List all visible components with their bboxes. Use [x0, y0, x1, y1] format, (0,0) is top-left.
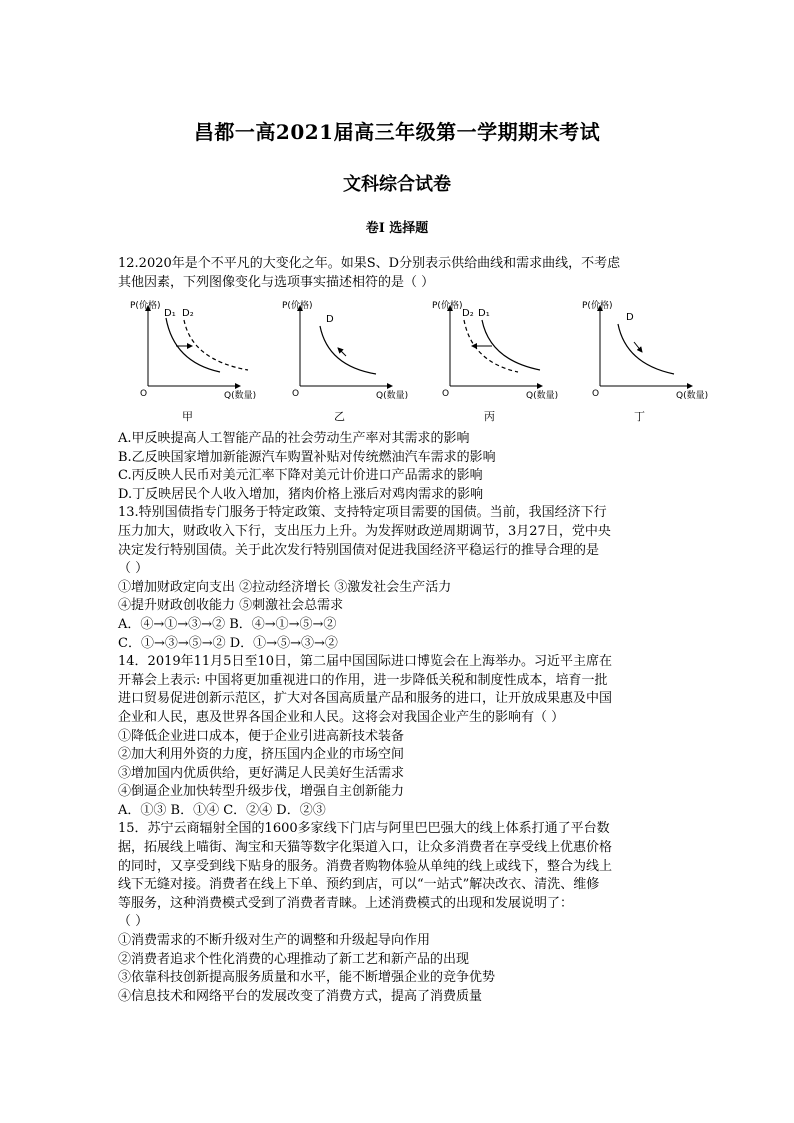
text-line: （ ）	[118, 561, 149, 577]
origin-label: O	[292, 389, 300, 399]
curve-d2	[184, 320, 248, 370]
move-arrow	[338, 348, 346, 356]
text-line: ①降低企业进口成本，便于企业引进高新技术装备	[118, 728, 405, 744]
text-line: 14．2019年11月5日至10日，第二届中国国际进口博览会在上海举办。习近平主席在	[118, 654, 612, 670]
text-line: ④信息技术和网络平台的发展改变了消费方式，提高了消费质量	[118, 988, 483, 1004]
curve-label-d2: D₂	[462, 308, 474, 319]
text-line: 线下无缝对接。消费者在线上下单、预约到店，可以“一站式”解决改衣、清洗、维修	[118, 877, 600, 893]
text-line: ③依靠科技创新提高服务质量和水平，能不断增强企业的竞争优势	[118, 970, 496, 986]
option-b: B.乙反映国家增加新能源汽车购置补贴对传统燃油汽车需求的影响	[118, 449, 496, 465]
curve-d	[320, 326, 376, 374]
chart-caption: 丁	[634, 410, 645, 423]
origin-label: O	[592, 389, 600, 399]
text-line: C．①→③→⑤→② D．①→⑤→③→②	[118, 635, 338, 651]
move-arrow	[634, 342, 642, 352]
chart-caption: 甲	[182, 410, 193, 423]
text-line: A．④→①→③→② B．④→①→⑤→②	[118, 616, 337, 632]
option-d: D.丁反映居民个人收入增加，猪肉价格上涨后对鸡肉需求的影响	[118, 486, 484, 502]
exam-title: 昌都一高2021届高三年级第一学期期末考试	[193, 120, 601, 144]
text-line: 进口贸易促进创新示范区，扩大对各国高质量产品和服务的进口，让开放成果惠及中国	[118, 691, 613, 707]
text-line: 压力加大，财政收入下行，支出压力上升。为发挥财政逆周期调节，3月27日，党中央	[118, 523, 611, 539]
chart-jia	[120, 298, 257, 424]
curve-label-d1: D₁	[478, 308, 490, 319]
text-line: ③增加国内优质供给，更好满足人民美好生活需求	[118, 765, 405, 781]
text-line: （ ）	[118, 914, 149, 930]
x-axis-label: Q(数量)	[224, 391, 257, 401]
text-line: ④倒逼企业加快转型升级步伐，增强自主创新能力	[118, 784, 405, 800]
x-axis-label: Q(数量)	[676, 391, 709, 401]
curve-label-d1: D₁	[164, 308, 176, 319]
question-body	[118, 430, 678, 1006]
origin-label: O	[442, 389, 450, 399]
text-line: 企业和人民，惠及世界各国企业和人民。这将会对我国企业产生的影响有（ ）	[118, 709, 565, 725]
option-a: A.甲反映提高人工智能产品的社会劳动生产率对其需求的影响	[118, 431, 470, 446]
demand-curve-charts	[120, 298, 709, 428]
chart-caption: 乙	[334, 410, 345, 423]
curve-label-d: D	[326, 314, 334, 325]
text-line: A．①③ B．①④ C．②④ D．②③	[118, 802, 326, 818]
text-line: 开幕会上表示: 中国将更加重视进口的作用，进一步降低关税和制度性成本，培育一批	[118, 672, 608, 688]
x-axis-label: Q(数量)	[526, 391, 559, 401]
text-line: ②消费者追求个性化消费的心理推动了新工艺和新产品的出现	[118, 951, 470, 967]
text-line: ①消费需求的不断升级对生产的调整和升级起导向作用	[118, 933, 431, 949]
question-12-stem	[118, 255, 678, 292]
x-axis-label: Q(数量)	[376, 391, 409, 401]
chart-yi	[272, 298, 409, 424]
text-line: 12.2020年是个不平凡的大变化之年。如果S、D分别表示供给曲线和需求曲线，不考虑	[118, 256, 621, 271]
curve-d1	[482, 320, 540, 370]
curve-label-d2: D₂	[182, 308, 194, 319]
curve-d	[618, 324, 674, 374]
y-axis-label: P(价格)	[432, 301, 463, 311]
text-line: ②加大利用外资的力度，挤压国内企业的市场空间	[118, 747, 405, 763]
exam-subtitle: 文科综合试卷	[343, 174, 451, 195]
text-line: 的同时，又享受到线下贴身的服务。消费者购物体验从单纯的线上或线下，整合为线上	[118, 858, 613, 874]
text-line: 13.特别国债指专门服务于特定政策、支持特定项目需要的国债。当前，我国经济下行	[118, 505, 607, 521]
section-heading: 卷I 选择题	[365, 221, 429, 236]
curve-label-d: D	[626, 312, 634, 323]
curve-d1	[166, 318, 220, 372]
text-line: 15．苏宁云商辐射全国的1600多家线下门店与阿里巴巴强大的线上体系打通了平台数	[118, 821, 610, 837]
text-line: ①增加财政定向支出 ②拉动经济增长 ③激发社会生产活力	[118, 579, 452, 595]
chart-bing	[422, 298, 559, 424]
y-axis-label: P(价格)	[130, 301, 161, 311]
text-line: 据，拓展线上喵街、淘宝和天猫等数字化渠道入口，让众多消费者在享受线上优惠价格	[118, 840, 613, 856]
text-line: 其他因素，下列图像变化与选项事实描述相符的是（ ）	[118, 274, 435, 290]
chart-ding	[572, 298, 709, 424]
y-axis-label: P(价格)	[582, 301, 613, 311]
text-line: ④提升财政创收能力 ⑤刺激社会总需求	[118, 598, 344, 614]
y-axis-label: P(价格)	[282, 301, 313, 311]
text-line: 等服务，这种消费模式受到了消费者青睐。上述消费模式的出现和发展说明了：	[118, 895, 574, 911]
chart-caption: 丙	[484, 410, 495, 423]
text-line: 决定发行特别国债。关于此次发行特别国债对促进我国经济平稳运行的推导合理的是	[118, 542, 600, 558]
option-c: C.丙反映人民币对美元汇率下降对美元计价进口产品需求的影响	[118, 468, 483, 484]
origin-label: O	[140, 389, 148, 399]
